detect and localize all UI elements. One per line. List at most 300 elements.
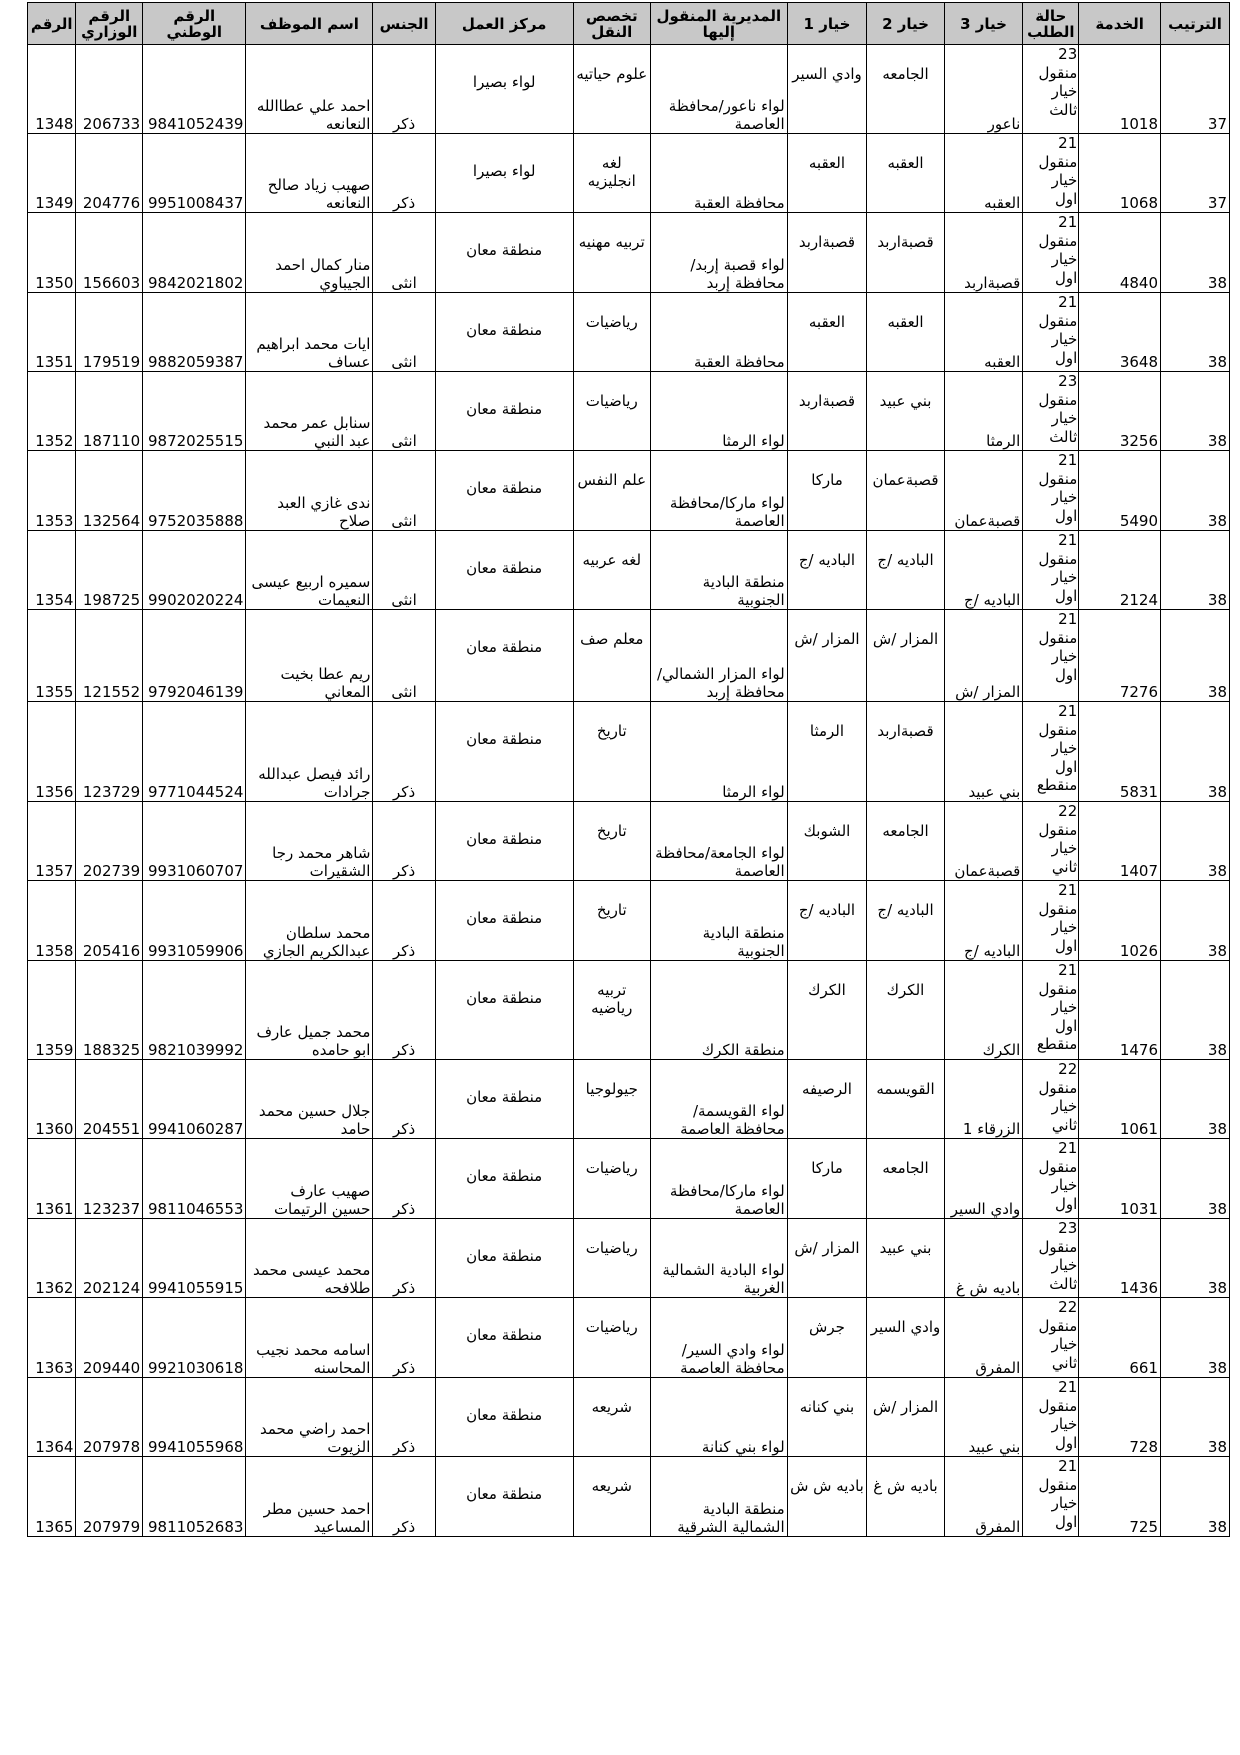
cell-work-center: منطقة معان (435, 1457, 573, 1537)
status-line: اول (1054, 1433, 1078, 1452)
cell-destination-directorate: محافظة العقبة (651, 134, 788, 213)
cell-service: 3648 (1079, 293, 1161, 372)
cell-option-3: المفرق (944, 1457, 1023, 1537)
cell-option-3: المزار /ش (944, 610, 1023, 702)
status-line: خيار (1051, 409, 1078, 427)
status-line: منقول (1038, 1237, 1078, 1256)
cell-number: 1348 (28, 45, 76, 134)
cell-work-center: منطقة معان (435, 610, 573, 702)
cell-rank: 38 (1161, 702, 1230, 802)
status-line: اول (1054, 936, 1078, 955)
cell-option-2: قصبةاربد (867, 213, 944, 293)
transfer-table-sheet (27, 2, 1230, 1702)
cell-gender: ذكر (373, 961, 435, 1060)
cell-rank: 38 (1161, 1139, 1230, 1219)
cell-number: 1362 (28, 1219, 76, 1298)
status-line: 23 (1058, 372, 1078, 390)
cell-number: 1364 (28, 1378, 76, 1457)
cell-number: 1361 (28, 1139, 76, 1219)
status-line: منقول (1038, 231, 1078, 250)
cell-option-1: العقبه (787, 134, 867, 213)
cell-option-1: الشوبك (787, 802, 867, 881)
cell-ministry-number: 156603 (76, 213, 143, 293)
cell-national-number: 9941060287 (143, 1060, 246, 1139)
cell-service: 1476 (1079, 961, 1161, 1060)
status-line: منقول (1038, 1078, 1078, 1097)
status-line: 21 (1058, 610, 1078, 628)
cell-ministry-number: 206733 (76, 45, 143, 134)
cell-service: 1068 (1079, 134, 1161, 213)
status-line: 21 (1058, 451, 1078, 469)
cell-gender: ذكر (373, 1298, 435, 1378)
cell-option-3: المفرق (944, 1298, 1023, 1378)
status-line: 22 (1058, 1298, 1078, 1316)
cell-option-1: قصبةاربد (787, 372, 867, 451)
cell-work-center: منطقة معان (435, 213, 573, 293)
cell-gender: انثى (373, 531, 435, 610)
cell-national-number: 9771044524 (143, 702, 246, 802)
cell-option-3: قصبةعمان (944, 451, 1023, 531)
status-line: 22 (1058, 1060, 1078, 1078)
cell-transfer-specialty: تربيه رياضيه (573, 961, 650, 1060)
status-line: منقول (1038, 152, 1078, 171)
cell-rank: 38 (1161, 293, 1230, 372)
cell-gender: ذكر (373, 702, 435, 802)
cell-request-status (1023, 1457, 1079, 1537)
cell-gender: ذكر (373, 1139, 435, 1219)
status-line: خيار (1051, 82, 1078, 100)
cell-employee-name: جلال حسين محمد حامد (246, 1060, 373, 1139)
cell-employee-name: رائد فيصل عبدالله جرادات (246, 702, 373, 802)
cell-option-3: العقبه (944, 134, 1023, 213)
cell-transfer-specialty: لغه عربيه (573, 531, 650, 610)
cell-rank: 38 (1161, 961, 1230, 1060)
table-row (28, 531, 1230, 610)
status-line: منقول (1038, 628, 1078, 647)
cell-national-number: 9821039992 (143, 961, 246, 1060)
status-line: منقول (1038, 469, 1078, 488)
cell-option-1: باديه ش ش (787, 1457, 867, 1537)
cell-service: 3256 (1079, 372, 1161, 451)
cell-option-3: العقبه (944, 293, 1023, 372)
cell-destination-directorate: لواء القويسمة/محافظة العاصمة (651, 1060, 788, 1139)
cell-work-center: لواء بصيرا (435, 45, 573, 134)
cell-work-center: منطقة معان (435, 1060, 573, 1139)
cell-service: 2124 (1079, 531, 1161, 610)
cell-work-center: منطقة معان (435, 1139, 573, 1219)
cell-employee-name: محمد سلطان عبدالكريم الجازي (246, 881, 373, 961)
cell-employee-name: سنابل عمر محمد عبد النبي (246, 372, 373, 451)
cell-ministry-number: 205416 (76, 881, 143, 961)
status-line: خيار (1051, 1335, 1078, 1353)
cell-rank: 38 (1161, 1060, 1230, 1139)
status-line: 21 (1058, 702, 1078, 720)
cell-destination-directorate: لواء الجامعة/محافظة العاصمة (651, 802, 788, 881)
cell-ministry-number: 123237 (76, 1139, 143, 1219)
cell-option-3: الكرك (944, 961, 1023, 1060)
cell-option-1: الباديه /ج (787, 531, 867, 610)
cell-option-1: المزار /ش (787, 610, 867, 702)
cell-national-number: 9931059906 (143, 881, 246, 961)
cell-destination-directorate: لواء ماركا/محافظة العاصمة (651, 1139, 788, 1219)
status-line: خيار (1051, 1256, 1078, 1274)
status-line: خيار (1051, 1176, 1078, 1194)
cell-option-3: قصبةاربد (944, 213, 1023, 293)
cell-gender: ذكر (373, 1378, 435, 1457)
status-line: خيار (1051, 171, 1078, 189)
cell-employee-name: احمد علي عطاالله النعانعه (246, 45, 373, 134)
cell-service: 661 (1079, 1298, 1161, 1378)
cell-transfer-specialty: علم النفس (573, 451, 650, 531)
table-row (28, 372, 1230, 451)
cell-request-status (1023, 1060, 1079, 1139)
cell-gender: ذكر (373, 881, 435, 961)
cell-option-1: الباديه /ج (787, 881, 867, 961)
header-transfer-specialty: تخصص النقل (573, 3, 650, 45)
status-line: اول (1054, 348, 1078, 367)
status-line: ثالث (1049, 100, 1078, 119)
status-line: خيار (1051, 568, 1078, 586)
cell-employee-name: محمد جميل عارف ابو حامده (246, 961, 373, 1060)
cell-option-1: الرصيفه (787, 1060, 867, 1139)
table-row (28, 1139, 1230, 1219)
status-line: منقول (1038, 549, 1078, 568)
table-row (28, 134, 1230, 213)
status-line: 21 (1058, 531, 1078, 549)
status-line: منقول (1038, 820, 1078, 839)
cell-service: 1061 (1079, 1060, 1161, 1139)
cell-national-number: 9811052683 (143, 1457, 246, 1537)
cell-destination-directorate: لواء وادي السير/محافظة العاصمة (651, 1298, 788, 1378)
cell-national-number: 9842021802 (143, 213, 246, 293)
cell-destination-directorate: منطقة البادية الجنوبية (651, 881, 788, 961)
status-line: اول (1054, 506, 1078, 525)
status-line: منقطع (1036, 776, 1078, 794)
status-line: ثالث (1049, 1274, 1078, 1293)
cell-option-2: الجامعه (867, 45, 944, 134)
cell-employee-name: ندى غازي العبد صلاح (246, 451, 373, 531)
status-line: ثالث (1049, 427, 1078, 446)
cell-destination-directorate: لواء الرمثا (651, 702, 788, 802)
cell-request-status (1023, 1219, 1079, 1298)
status-line: 21 (1058, 134, 1078, 152)
cell-rank: 38 (1161, 1219, 1230, 1298)
cell-request-status (1023, 213, 1079, 293)
cell-destination-directorate: محافظة العقبة (651, 293, 788, 372)
cell-option-3: الزرقاء 1 (944, 1060, 1023, 1139)
cell-transfer-specialty: معلم صف (573, 610, 650, 702)
header-request-status: حالة الطلب (1023, 3, 1079, 45)
cell-ministry-number: 187110 (76, 372, 143, 451)
cell-rank: 38 (1161, 1298, 1230, 1378)
cell-national-number: 9882059387 (143, 293, 246, 372)
cell-service: 5831 (1079, 702, 1161, 802)
cell-rank: 38 (1161, 802, 1230, 881)
cell-gender: ذكر (373, 134, 435, 213)
status-line: منقول (1038, 1475, 1078, 1494)
cell-gender: انثى (373, 293, 435, 372)
cell-destination-directorate: منطقة البادية الجنوبية (651, 531, 788, 610)
header-employee-name: اسم الموظف (246, 3, 373, 45)
cell-number: 1357 (28, 802, 76, 881)
table-row (28, 1060, 1230, 1139)
cell-ministry-number: 202124 (76, 1219, 143, 1298)
status-line: منقول (1038, 63, 1078, 82)
cell-national-number: 9872025515 (143, 372, 246, 451)
cell-option-1: المزار /ش (787, 1219, 867, 1298)
cell-national-number: 9752035888 (143, 451, 246, 531)
header-rank: الترتيب (1161, 3, 1230, 45)
cell-number: 1363 (28, 1298, 76, 1378)
status-line: 22 (1058, 802, 1078, 820)
status-line: منقول (1038, 390, 1078, 409)
cell-option-1: جرش (787, 1298, 867, 1378)
cell-option-2: الكرك (867, 961, 944, 1060)
cell-employee-name: اسامه محمد نجيب المحاسنه (246, 1298, 373, 1378)
cell-option-2: القويسمه (867, 1060, 944, 1139)
cell-service: 5490 (1079, 451, 1161, 531)
cell-transfer-specialty: علوم حياتيه (573, 45, 650, 134)
cell-employee-name: سميره اربيع عيسى النعيمات (246, 531, 373, 610)
cell-employee-name: محمد عيسى محمد طلافحه (246, 1219, 373, 1298)
cell-number: 1350 (28, 213, 76, 293)
cell-request-status (1023, 293, 1079, 372)
cell-destination-directorate: منطقة الكرك (651, 961, 788, 1060)
table-header-row (28, 3, 1230, 45)
cell-rank: 38 (1161, 1457, 1230, 1537)
cell-transfer-specialty: تربيه مهنيه (573, 213, 650, 293)
cell-option-3: ناعور (944, 45, 1023, 134)
cell-number: 1351 (28, 293, 76, 372)
cell-request-status (1023, 372, 1079, 451)
cell-request-status (1023, 961, 1079, 1060)
status-line: خيار (1051, 647, 1078, 665)
cell-request-status (1023, 1298, 1079, 1378)
cell-option-1: بني كنانه (787, 1378, 867, 1457)
status-line: ثاني (1051, 857, 1078, 876)
cell-number: 1360 (28, 1060, 76, 1139)
cell-employee-name: منار كمال احمد الجيباوي (246, 213, 373, 293)
status-line: اول (1054, 1194, 1078, 1213)
cell-option-2: الباديه /ج (867, 881, 944, 961)
cell-option-2: قصبةعمان (867, 451, 944, 531)
cell-service: 7276 (1079, 610, 1161, 702)
status-line: خيار (1051, 488, 1078, 506)
table-row (28, 451, 1230, 531)
table-row (28, 1219, 1230, 1298)
status-line: 23 (1058, 45, 1078, 63)
status-line: ثاني (1051, 1353, 1078, 1372)
status-line: 21 (1058, 961, 1078, 979)
cell-option-2: بني عبيد (867, 372, 944, 451)
cell-national-number: 9811046553 (143, 1139, 246, 1219)
cell-service: 1031 (1079, 1139, 1161, 1219)
cell-ministry-number: 209440 (76, 1298, 143, 1378)
cell-gender: انثى (373, 372, 435, 451)
status-line: اول (1054, 268, 1078, 287)
cell-request-status (1023, 881, 1079, 961)
status-line: منقطع (1036, 1035, 1078, 1053)
cell-option-1: الرمثا (787, 702, 867, 802)
cell-ministry-number: 198725 (76, 531, 143, 610)
cell-ministry-number: 179519 (76, 293, 143, 372)
cell-transfer-specialty: تاريخ (573, 802, 650, 881)
cell-service: 1026 (1079, 881, 1161, 961)
cell-number: 1354 (28, 531, 76, 610)
status-line: خيار (1051, 918, 1078, 936)
cell-work-center: منطقة معان (435, 451, 573, 531)
cell-rank: 38 (1161, 213, 1230, 293)
cell-transfer-specialty: شريعه (573, 1378, 650, 1457)
cell-option-1: ماركا (787, 451, 867, 531)
status-line: منقول (1038, 899, 1078, 918)
cell-request-status (1023, 45, 1079, 134)
table-row (28, 802, 1230, 881)
cell-option-3: بني عبيد (944, 702, 1023, 802)
cell-option-2: المزار /ش (867, 610, 944, 702)
cell-gender: انثى (373, 610, 435, 702)
cell-ministry-number: 202739 (76, 802, 143, 881)
cell-national-number: 9941055915 (143, 1219, 246, 1298)
cell-service: 1407 (1079, 802, 1161, 881)
status-line: خيار (1051, 330, 1078, 348)
status-line: ثاني (1051, 1115, 1078, 1134)
cell-option-3: الباديه /ج (944, 881, 1023, 961)
cell-option-3: الرمثا (944, 372, 1023, 451)
cell-rank: 38 (1161, 881, 1230, 961)
cell-work-center: منطقة معان (435, 961, 573, 1060)
cell-option-2: الجامعه (867, 802, 944, 881)
cell-ministry-number: 204776 (76, 134, 143, 213)
cell-national-number: 9921030618 (143, 1298, 246, 1378)
cell-ministry-number: 132564 (76, 451, 143, 531)
cell-service: 1018 (1079, 45, 1161, 134)
cell-option-2: بني عبيد (867, 1219, 944, 1298)
status-line: خيار (1051, 998, 1078, 1016)
cell-option-3: وادي السير (944, 1139, 1023, 1219)
status-line: خيار (1051, 839, 1078, 857)
cell-option-1: وادي السير (787, 45, 867, 134)
cell-employee-name: صهيب زياد صالح النعانعه (246, 134, 373, 213)
cell-option-1: العقبه (787, 293, 867, 372)
cell-option-3: باديه ش غ (944, 1219, 1023, 1298)
cell-option-2: وادي السير (867, 1298, 944, 1378)
status-line: 21 (1058, 1139, 1078, 1157)
header-option-1: خيار 1 (787, 3, 867, 45)
cell-option-3: قصبةعمان (944, 802, 1023, 881)
cell-national-number: 9951008437 (143, 134, 246, 213)
header-gender: الجنس (373, 3, 435, 45)
status-line: اول (1054, 586, 1078, 605)
cell-destination-directorate: لواء ماركا/محافظة العاصمة (651, 451, 788, 531)
cell-request-status (1023, 802, 1079, 881)
cell-work-center: منطقة معان (435, 881, 573, 961)
cell-rank: 38 (1161, 451, 1230, 531)
status-line: خيار (1051, 250, 1078, 268)
cell-rank: 37 (1161, 45, 1230, 134)
cell-rank: 38 (1161, 531, 1230, 610)
cell-transfer-specialty: شريعه (573, 1457, 650, 1537)
cell-work-center: منطقة معان (435, 802, 573, 881)
cell-work-center: منطقة معان (435, 372, 573, 451)
table-row (28, 1457, 1230, 1537)
cell-employee-name: صهيب عارف حسين الرتيمات (246, 1139, 373, 1219)
cell-ministry-number: 123729 (76, 702, 143, 802)
cell-work-center: منطقة معان (435, 702, 573, 802)
cell-number: 1365 (28, 1457, 76, 1537)
cell-gender: انثى (373, 451, 435, 531)
status-line: اول (1054, 757, 1078, 776)
cell-transfer-specialty: رياضيات (573, 1139, 650, 1219)
cell-option-2: المزار /ش (867, 1378, 944, 1457)
cell-option-2: باديه ش غ (867, 1457, 944, 1537)
cell-number: 1349 (28, 134, 76, 213)
cell-employee-name: ريم عطا بخيت المعاني (246, 610, 373, 702)
cell-option-2: العقبه (867, 134, 944, 213)
table-row (28, 213, 1230, 293)
cell-number: 1358 (28, 881, 76, 961)
table-row (28, 702, 1230, 802)
cell-option-2: الجامعه (867, 1139, 944, 1219)
table-row (28, 1378, 1230, 1457)
cell-request-status (1023, 1378, 1079, 1457)
cell-work-center: منطقة معان (435, 531, 573, 610)
cell-ministry-number: 188325 (76, 961, 143, 1060)
header-destination-directorate: المديرية المنقول إليها (651, 3, 788, 45)
cell-option-1: الكرك (787, 961, 867, 1060)
cell-work-center: منطقة معان (435, 1378, 573, 1457)
header-service: الخدمة (1079, 3, 1161, 45)
cell-option-2: قصبةاربد (867, 702, 944, 802)
status-line: منقول (1038, 720, 1078, 739)
header-num: الرقم (28, 3, 76, 45)
cell-gender: ذكر (373, 1457, 435, 1537)
cell-destination-directorate: لواء بني كنانة (651, 1378, 788, 1457)
status-line: 21 (1058, 293, 1078, 311)
cell-transfer-specialty: رياضيات (573, 293, 650, 372)
cell-rank: 38 (1161, 372, 1230, 451)
status-line: منقول (1038, 1316, 1078, 1335)
cell-work-center: منطقة معان (435, 1298, 573, 1378)
status-line: منقول (1038, 1157, 1078, 1176)
status-line: 21 (1058, 1457, 1078, 1475)
cell-transfer-specialty: رياضيات (573, 1219, 650, 1298)
cell-destination-directorate: لواء الرمثا (651, 372, 788, 451)
cell-ministry-number: 204551 (76, 1060, 143, 1139)
header-option-2: خيار 2 (867, 3, 944, 45)
cell-request-status (1023, 451, 1079, 531)
cell-request-status (1023, 531, 1079, 610)
cell-national-number: 9792046139 (143, 610, 246, 702)
cell-employee-name: احمد حسين مطر المساعيد (246, 1457, 373, 1537)
header-option-3: خيار 3 (944, 3, 1023, 45)
status-line: منقول (1038, 979, 1078, 998)
cell-transfer-specialty: تاريخ (573, 702, 650, 802)
status-line: اول (1054, 1512, 1078, 1531)
header-national-number: الرقم الوطني (143, 3, 246, 45)
cell-work-center: منطقة معان (435, 1219, 573, 1298)
cell-request-status (1023, 610, 1079, 702)
cell-number: 1359 (28, 961, 76, 1060)
status-line: اول (1054, 665, 1078, 684)
cell-transfer-specialty: جيولوجيا (573, 1060, 650, 1139)
cell-destination-directorate: منطقة البادية الشمالية الشرقية (651, 1457, 788, 1537)
table-row (28, 293, 1230, 372)
status-line: منقول (1038, 311, 1078, 330)
cell-employee-name: احمد راضي محمد الزيوت (246, 1378, 373, 1457)
cell-work-center: لواء بصيرا (435, 134, 573, 213)
cell-national-number: 9931060707 (143, 802, 246, 881)
